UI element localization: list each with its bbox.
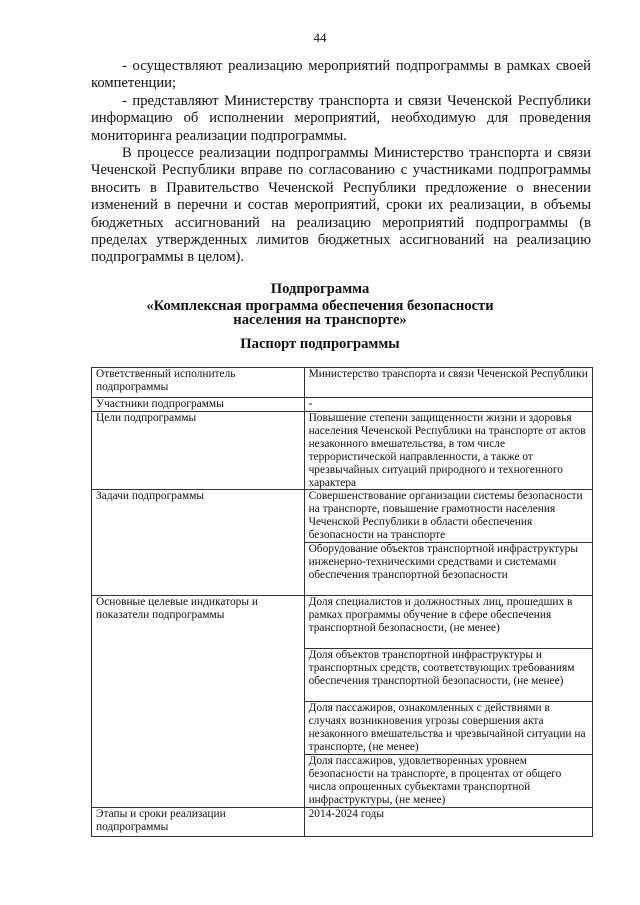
table-row <box>92 398 593 412</box>
row-label: Цели подпрограммы <box>92 412 305 490</box>
row-label: Основные целевые индикаторы и показатели подпрограммы <box>92 596 305 808</box>
row-label: Задачи подпрограммы <box>92 490 305 596</box>
table-row <box>92 368 593 398</box>
row-value: 2014-2024 годы <box>304 808 592 837</box>
paragraph: - представляют Министерству транспорта и связи Чеченской Республики информацию об исполнении мероприятий, необходимую для проведения мониторинга реализации подпрограммы. <box>91 92 591 144</box>
table-row <box>92 490 593 543</box>
row-value: Доля пассажиров, ознакомленных с действиями в случаях возникновения угрозы совершения акта незаконного вмешательства и чрезвычайной ситуации на транспорте, (не менее) <box>304 702 592 755</box>
subprogram-heading: Подпрограмма <box>270 281 370 297</box>
paragraph: В процессе реализации подпрограммы Министерство транспорта и связи Чеченской Республики вправе по согласованию с участниками подпрограммы вносить в Правительство Чеченской Республики предложение о внесении изменений в перечни и состав мероприятий, сроки их реализации, в объемы бюджетных ассигнований на реализацию мероприятий подпрограммы (в пределах утвержденных лимитов бюджетных ассигнований на реализацию подпрограммы в целом). <box>91 145 591 266</box>
row-value: Совершенствование организации системы безопасности на транспорте, повышение грамотности населения Чеченской Республики в области обеспечения безопасности на транспорте <box>304 490 592 543</box>
subprogram-title-line-2: населения на транспорте» <box>233 312 407 328</box>
row-label: Ответственный исполнитель подпрограммы <box>92 368 305 398</box>
subprogram-title-line-1: «Комплексная программа обеспечения безопасности <box>146 298 494 314</box>
row-value: Доля пассажиров, удовлетворенных уровнем безопасности на транспорте, в процентах от общего числа опрошенных субъектами транспортной инфраструктуры, (не менее) <box>304 755 592 808</box>
row-value: Министерство транспорта и связи Чеченской Республики <box>304 368 592 398</box>
passport-table <box>91 367 593 837</box>
row-label: Этапы и сроки реализации подпрограммы <box>92 808 305 837</box>
row-value: - <box>304 398 592 412</box>
paragraph: - осуществляют реализацию мероприятий подпрограммы в рамках своей компетенции; <box>91 58 591 92</box>
row-value: Доля специалистов и должностных лиц, прошедших в рамках программы обучение в сфере обеспечения транспортной безопасности, (не менее) <box>304 596 592 649</box>
subprogram-title <box>0 299 640 327</box>
body-text <box>91 58 591 267</box>
page-number: 44 <box>313 30 327 45</box>
row-value: Повышение степени защищенности жизни и здоровья населения Чеченской Республики на транспорте от актов незаконного вмешательства, в том числе террористической направленности, а также от чрезвычайных ситуаций природного и техногенного характера <box>304 412 592 490</box>
row-label: Участники подпрограммы <box>92 398 305 412</box>
table-row <box>92 596 593 649</box>
table-row <box>92 412 593 490</box>
row-value: Доля объектов транспортной инфраструктуры и транспортных средств, соответствующих требованиям обеспечения транспортной безопасности, (не менее) <box>304 649 592 702</box>
table-row <box>92 808 593 837</box>
passport-heading: Паспорт подпрограммы <box>240 336 400 352</box>
row-value: Оборудование объектов транспортной инфраструктуры инженерно-техническими средствами и системами обеспечения транспортной безопасности <box>304 543 592 596</box>
